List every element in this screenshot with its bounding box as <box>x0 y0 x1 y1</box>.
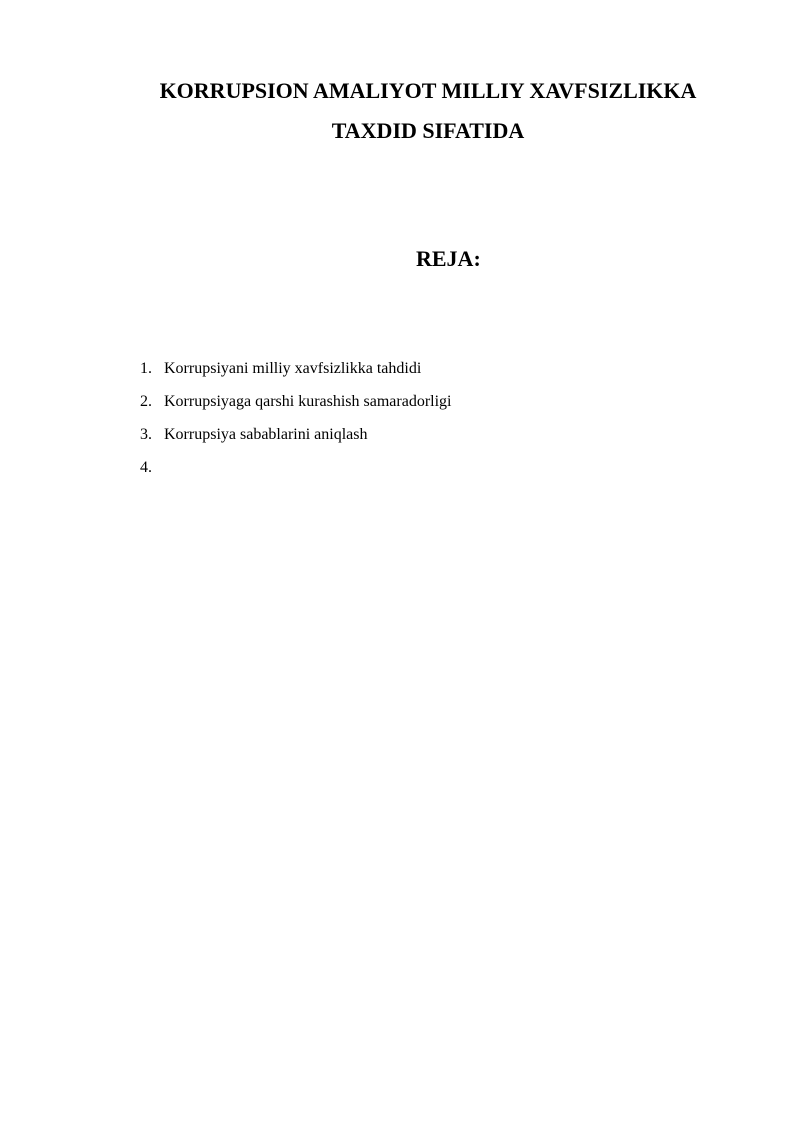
plan-item-number: 2. <box>140 393 152 410</box>
plan-item <box>140 424 451 457</box>
plan-item-text: Korrupsiya sabablarini aniqlash <box>164 426 368 443</box>
plan-item <box>140 358 451 391</box>
plan-item-number: 1. <box>140 360 152 377</box>
plan-item-text: Korrupsiyaga qarshi kurashish samaradorligi <box>164 393 452 410</box>
plan-list <box>140 358 451 490</box>
plan-item-text: Korrupsiyani milliy xavfsizlikka tahdidi <box>164 360 422 377</box>
plan-item <box>140 391 451 424</box>
plan-heading: REJA: <box>416 246 481 271</box>
plan-item <box>140 457 451 490</box>
document-title-line-2: TAXDID SIFATIDA <box>331 118 525 143</box>
document-title-line-1: KORRUPSION AMALIYOT MILLIY XAVFSIZLIKKA <box>159 78 697 103</box>
plan-item-number: 3. <box>140 426 152 443</box>
plan-item-number: 4. <box>140 459 152 476</box>
